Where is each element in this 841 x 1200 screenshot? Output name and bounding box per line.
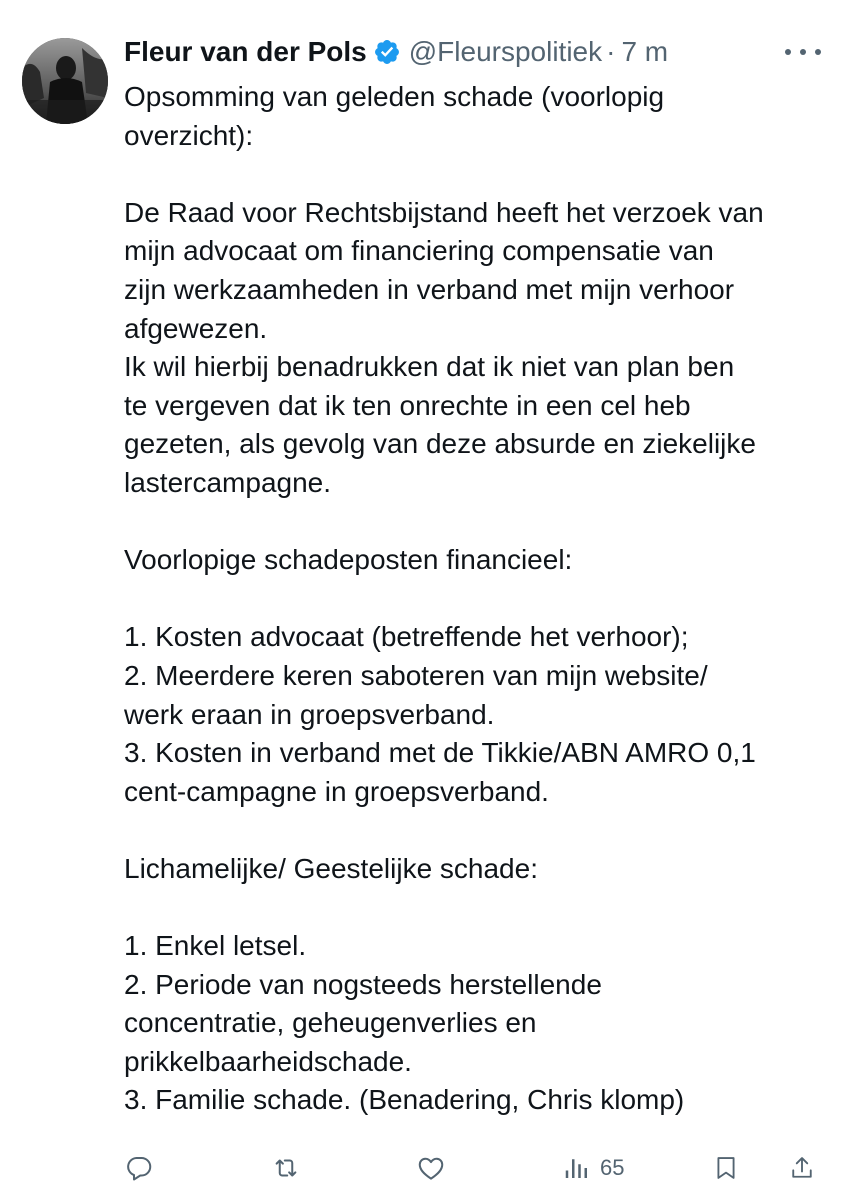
tweet-text-line: Opsomming van geleden schade (voorlopig	[124, 81, 665, 112]
tweet-text-line: afgewezen.	[124, 312, 268, 344]
verified-badge-icon[interactable]	[373, 38, 401, 66]
avatar[interactable]	[22, 38, 108, 124]
tweet-text	[124, 78, 824, 1120]
avatar-photo	[22, 38, 108, 124]
retweet-button[interactable]	[270, 1146, 302, 1190]
tweet-text-line: werk eraan in groepsverband.	[124, 698, 495, 730]
tweet-text-line: overzicht):	[124, 119, 254, 151]
share-icon	[788, 1153, 816, 1183]
bookmark-button[interactable]	[712, 1146, 740, 1190]
tweet-text-line: 1. Kosten advocaat (betreffende het verhoor);	[124, 621, 689, 653]
share-button[interactable]	[788, 1146, 816, 1190]
separator-dot: ·	[606, 36, 616, 67]
views-button[interactable]	[562, 1146, 624, 1190]
tweet-text-line: Voorlopige schadeposten financieel:	[124, 544, 573, 576]
tweet-text-line: Lichamelijke/ Geestelijke schade:	[124, 852, 538, 884]
tweet-text-line: 1. Enkel letsel.	[124, 930, 307, 962]
handle[interactable]: @Fleurspolitiek	[408, 36, 603, 67]
views-chart-icon	[562, 1153, 592, 1183]
bookmark-icon	[712, 1153, 740, 1183]
blank-line	[124, 503, 824, 542]
heart-icon	[416, 1153, 446, 1183]
tweet-text-line: 2. Meerdere keren saboteren van mijn website/	[124, 659, 708, 691]
reply-icon	[124, 1153, 154, 1183]
tweet-text-line: concentratie, geheugenverlies en	[124, 1007, 537, 1039]
tweet-text-line: prikkelbaarheidschade.	[124, 1045, 412, 1077]
blank-line	[124, 155, 824, 194]
tweet-text-line: cent-campagne in groepsverband.	[124, 775, 549, 807]
tweet-text-line: lastercampagne.	[124, 466, 332, 498]
reply-button[interactable]	[124, 1146, 154, 1190]
tweet-text-line: mijn advocaat om financiering compensatie van	[124, 235, 714, 267]
tweet-text-line: zijn werkzaamheden in verband met mijn verhoor	[124, 273, 735, 305]
blank-line	[124, 580, 824, 619]
timestamp[interactable]: 7 m	[621, 36, 669, 67]
tweet-text-line: 2. Periode van nogsteeds herstellende	[124, 968, 602, 1000]
tweet-text-line: te vergeven dat ik ten onrechte in een cel heb	[124, 389, 691, 421]
tweet-header	[124, 32, 668, 72]
views-count: 65	[600, 1155, 625, 1180]
tweet-text-line: 3. Familie schade. (Benadering, Chris klomp)	[124, 1084, 685, 1116]
blank-line	[124, 811, 824, 850]
display-name[interactable]: Fleur van der Pols	[124, 36, 367, 67]
tweet-text-line: 3. Kosten in verband met de Tikkie/ABN AMRO 0,1	[124, 737, 756, 769]
blank-line	[124, 888, 824, 927]
tweet-actions	[124, 1146, 824, 1190]
tweet-text-line: De Raad voor Rechtsbijstand heeft het verzoek van	[124, 196, 764, 228]
retweet-icon	[270, 1153, 302, 1183]
like-button[interactable]	[416, 1146, 446, 1190]
more-options-icon[interactable]	[785, 40, 821, 64]
tweet-text-line: gezeten, als gevolg van deze absurde en ziekelijke	[124, 428, 756, 460]
tweet-text-line: Ik wil hierbij benadrukken dat ik niet van plan ben	[124, 351, 735, 383]
